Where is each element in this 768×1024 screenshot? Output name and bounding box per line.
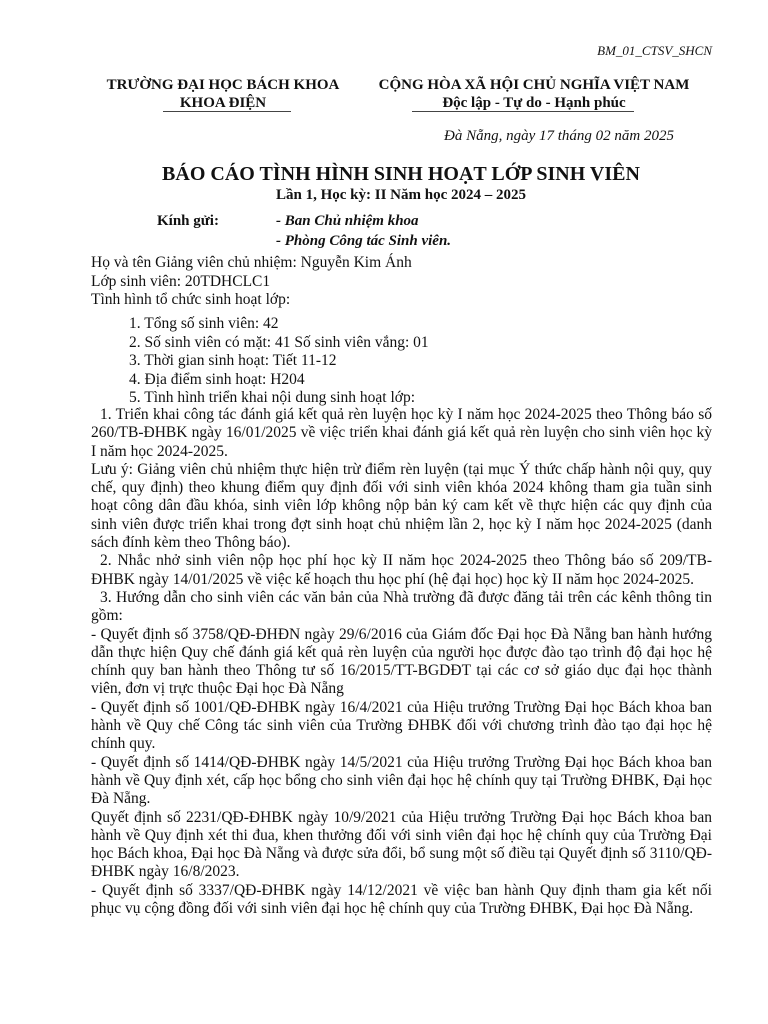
recipient-item: - Phòng Công tác Sinh viên. <box>276 233 452 249</box>
status-heading: Tình hình tổ chức sinh hoạt lớp: <box>91 291 291 308</box>
recipient-list <box>276 211 451 251</box>
list-item: 4. Địa điểm sinh hoạt: H204 <box>129 370 305 388</box>
list-item: 2. Số sinh viên có mặt: 41 Số sinh viên vắng: 01 <box>129 333 429 351</box>
faculty-name: KHOA ĐIỆN <box>179 95 267 111</box>
paragraph: - Quyết định số 1001/QĐ-ĐHBK ngày 16/4/2021 của Hiệu trưởng Trường Đại học Bách khoa ban hành về Quy chế Công tác sinh viên của Trường ĐHBK đối với chương trình đào tạo đại học hệ chính quy. <box>91 698 712 753</box>
institution-header <box>92 76 354 112</box>
header-left-underline <box>163 111 291 112</box>
recipient-item: - Ban Chủ nhiệm khoa <box>276 213 419 229</box>
report-body <box>91 406 712 918</box>
paragraph: - Quyết định số 3337/QĐ-ĐHBK ngày 14/12/2021 về việc ban hành Quy định tham gia kết nối phục vụ cộng đồng đối với sinh viên đại học hệ chính quy của Trường ĐHBK, Đại học Đà Nẵng. <box>91 881 712 918</box>
document-title: BÁO CÁO TÌNH HÌNH SINH HOẠT LỚP SINH VIÊN <box>162 163 640 185</box>
paragraph: Lưu ý: Giảng viên chủ nhiệm thực hiện trừ điểm rèn luyện (tại mục Ý thức chấp hành nội quy, quy chế, quy định) theo khung điểm quy định đối với sinh viên khóa 2024 không tham gia tuần sinh hoạt công dân đầu khóa, sinh viên lớp không nộp bản ký cam kết về thực hiện các quy định của sinh viên được triển khai trong đợt sinh hoạt chủ nhiệm lần 2, học kỳ I năm học 2024-2025 (danh sách đính kèm theo Thông báo). <box>91 460 712 552</box>
advisor-line: Họ và tên Giảng viên chủ nhiệm: Nguyễn Kim Ánh <box>91 254 412 271</box>
paragraph: Quyết định số 2231/QĐ-ĐHBK ngày 10/9/2021 của Hiệu trưởng Trường Đại học Bách khoa ban hành về Quy định xét thi đua, khen thưởng đối với sinh viên đại học hệ chính quy của Trường Đại học Bách khoa, Đại học Đà Nẵng và được sửa đổi, bổ sung một số điều tại Quyết định số 3110/QĐ-ĐHBK ngày 16/8/2023. <box>91 808 712 881</box>
paragraph: - Quyết định số 1414/QĐ-ĐHBK ngày 14/5/2021 của Hiệu trưởng Trường Đại học Bách khoa ban hành về Quy định xét, cấp học bổng cho sinh viên đại học hệ chính quy tại Trường ĐHBK, Đại học Đà Nẵng. <box>91 753 712 808</box>
recipient-label: Kính gửi: <box>157 213 219 229</box>
list-item: 1. Tổng số sinh viên: 42 <box>129 315 279 332</box>
national-name: CỘNG HÒA XÃ HỘI CHỦ NGHĨA VIỆT NAM <box>378 77 690 93</box>
header-right-underline <box>412 111 634 112</box>
national-header <box>365 76 703 112</box>
university-name: TRƯỜNG ĐẠI HỌC BÁCH KHOA <box>106 77 340 93</box>
form-code: BM_01_CTSV_SHCN <box>597 43 712 58</box>
paragraph: 3. Hướng dẫn cho sinh viên các văn bản của Nhà trường đã được đăng tải trên các kênh thông tin gồm: <box>91 588 712 625</box>
paragraph: 1. Triển khai công tác đánh giá kết quả rèn luyện học kỳ I năm học 2024-2025 theo Thông báo số 260/TB-ĐHBK ngày 16/01/2025 về việc triển khai đánh giá kết quả rèn luyện cho sinh viên học kỳ I năm học 2024-2025. <box>91 406 712 460</box>
national-motto: Độc lập - Tự do - Hạnh phúc <box>442 95 626 111</box>
paragraph: - Quyết định số 3758/QĐ-ĐHĐN ngày 29/6/2016 của Giám đốc Đại học Đà Nẵng ban hành hướng dẫn thực hiện Quy chế đánh giá kết quả rèn luyện của người học được đào tạo trình độ đại học hệ chính quy ban hành theo Thông tư số 16/2015/TT-BGDĐT tại các cơ sở giáo dục đại học thành viên, đơn vị trực thuộc Đại học Đà Nẵng <box>91 625 712 698</box>
class-line: Lớp sinh viên: 20TDHCLC1 <box>91 272 271 290</box>
document-subtitle: Lần 1, Học kỳ: II Năm học 2024 – 2025 <box>275 187 526 203</box>
list-item: 5. Tình hình triển khai nội dung sinh hoạt lớp: <box>129 389 416 406</box>
document-date: Đà Nẵng, ngày 17 tháng 02 năm 2025 <box>444 128 674 144</box>
list-item: 3. Thời gian sinh hoạt: Tiết 11-12 <box>129 352 337 369</box>
class-info <box>91 254 711 310</box>
paragraph: 2. Nhắc nhở sinh viên nộp học phí học kỳ II năm học 2024-2025 theo Thông báo số 209/TB-ĐHBK ngày 14/01/2025 về việc kế hoạch thu học phí (hệ đại học) học kỳ II năm học 2024-2025. <box>91 552 712 588</box>
summary-list <box>129 315 719 408</box>
